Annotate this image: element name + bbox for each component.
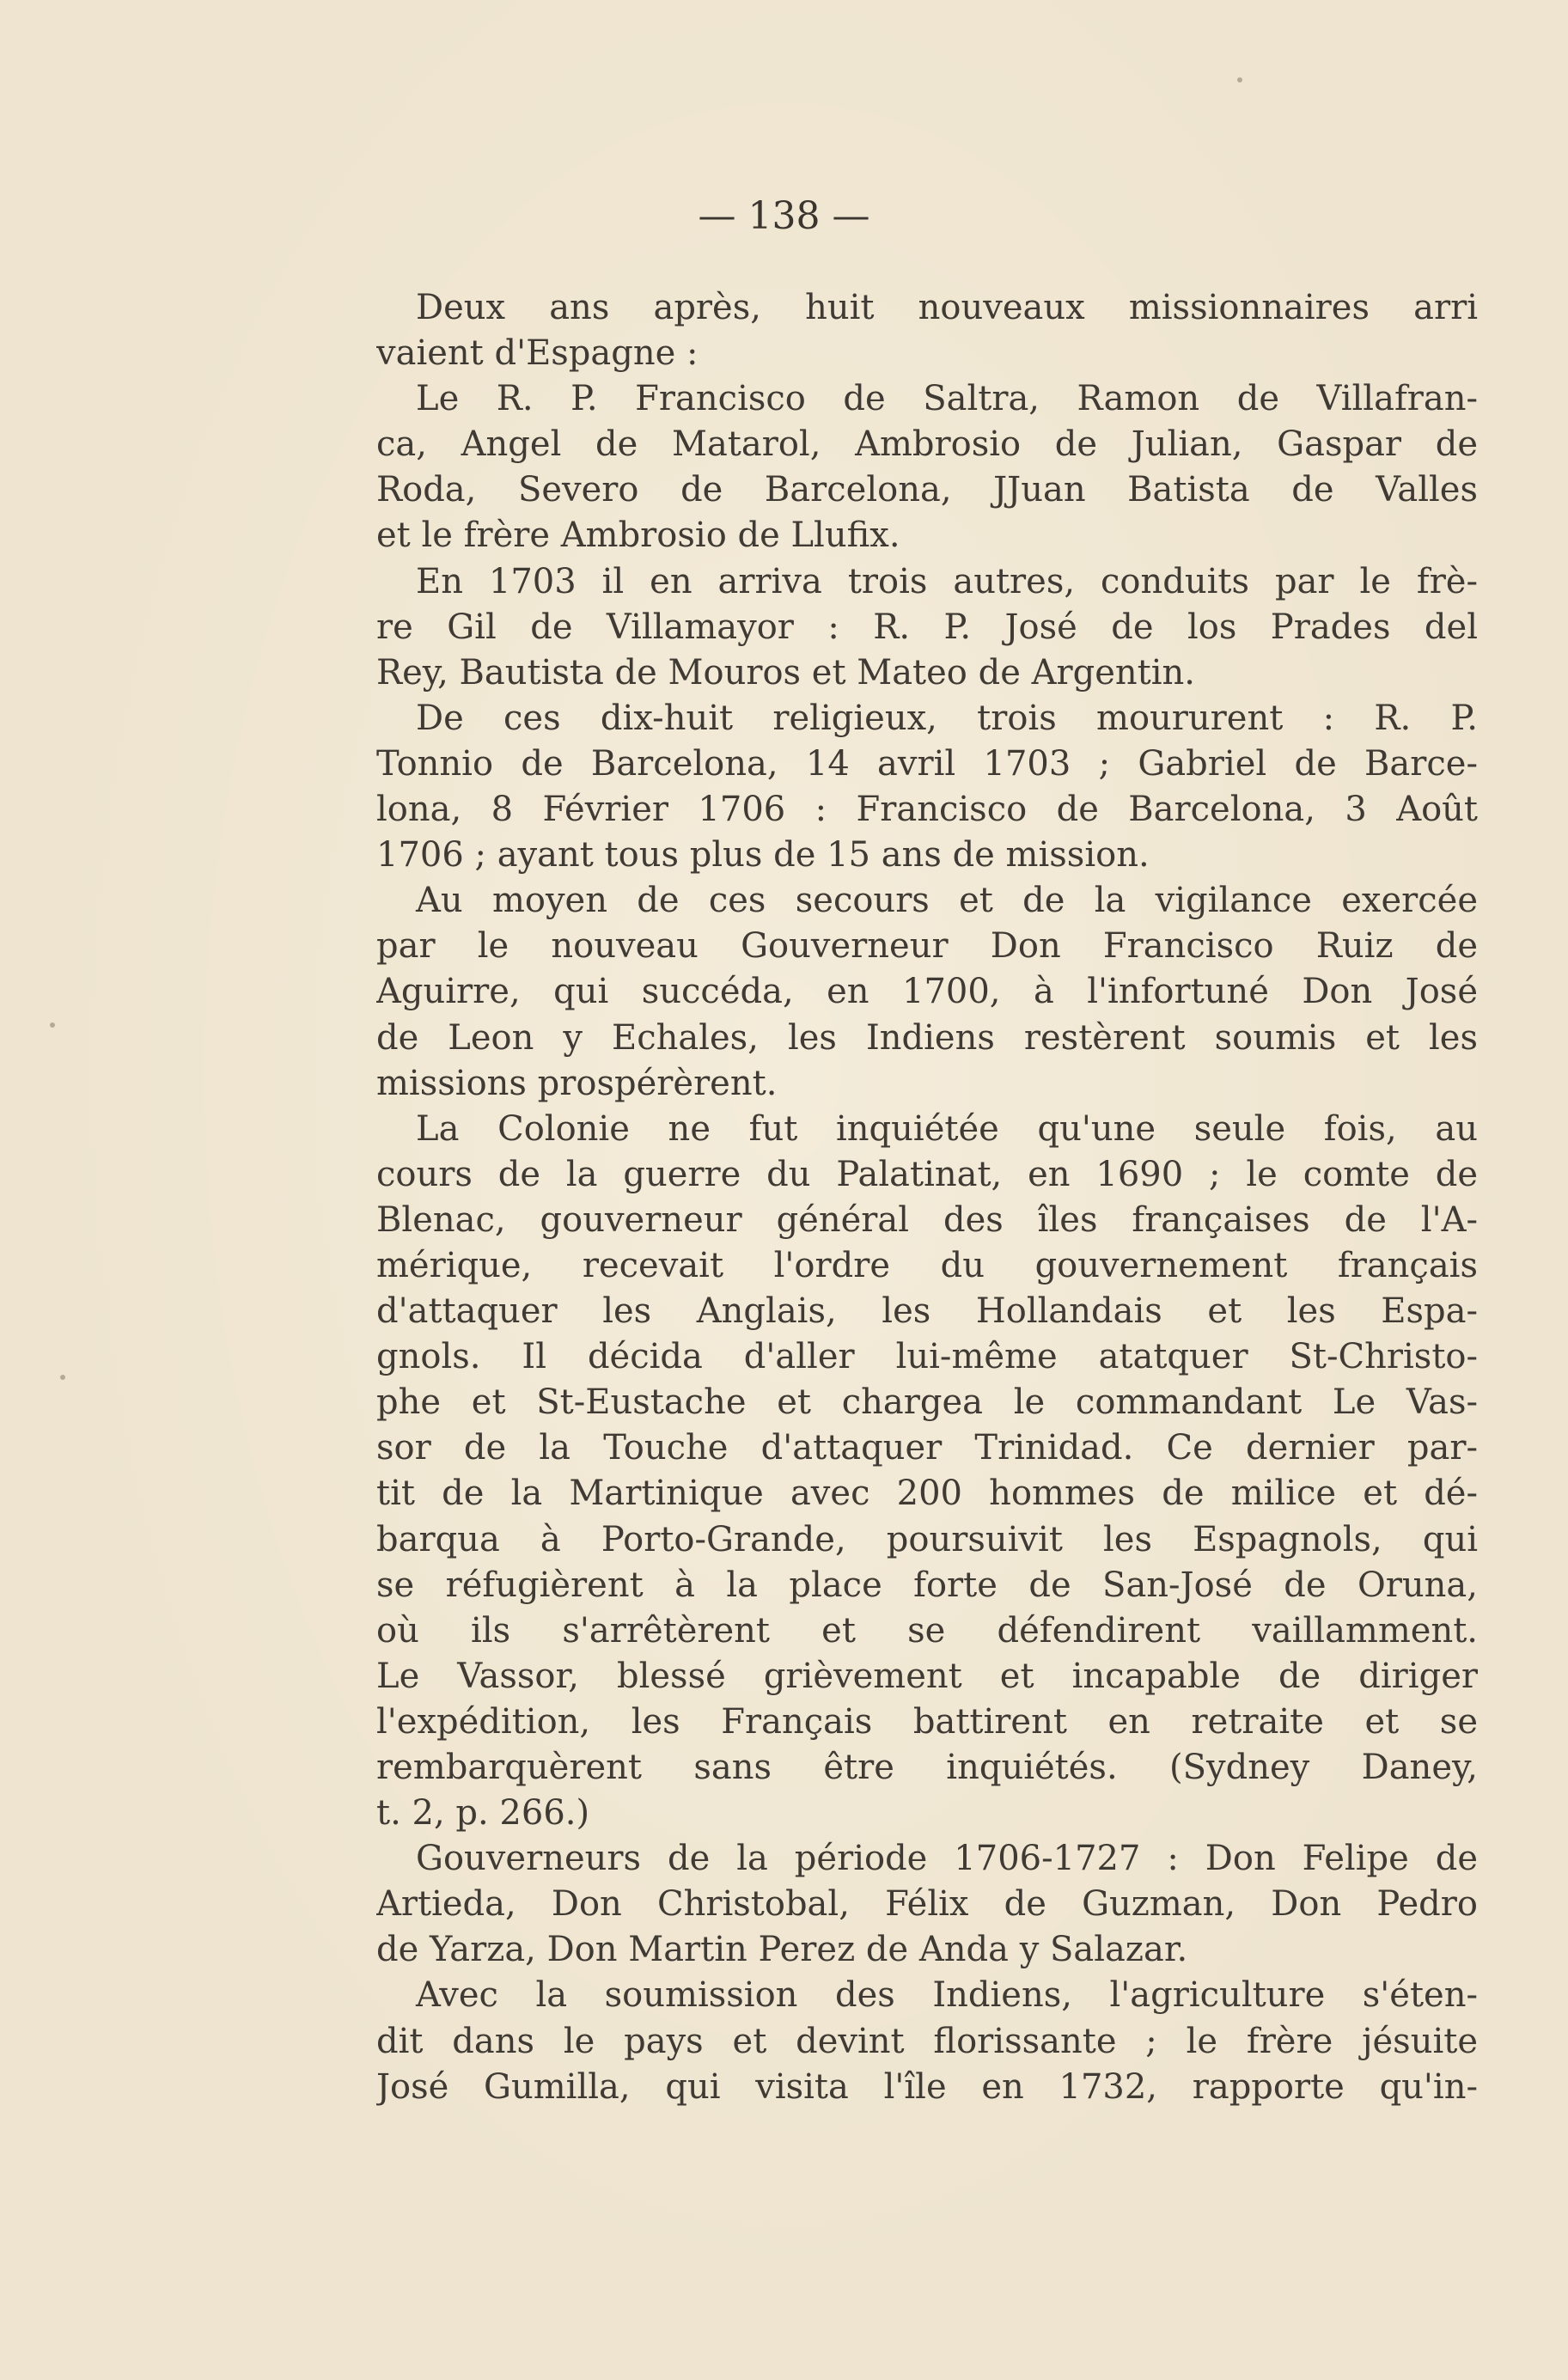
text-line: et le frère Ambrosio de Llufix. [376, 516, 900, 556]
text-line: gnols. Il décida d'aller lui-même atatquer St-Christo- [376, 1337, 1478, 1377]
text-line: La Colonie ne fut inquiétée qu'une seule fois, au [416, 1108, 1478, 1149]
text-line: de Yarza, Don Martin Perez de Anda y Salazar. [376, 1930, 1188, 1970]
text-line: re Gil de Villamayor : R. P. José de los Prades del [376, 607, 1478, 647]
text-line: d'attaquer les Anglais, les Hollandais et les Espa- [376, 1291, 1478, 1332]
text-line: l'expédition, les Français battirent en retraite et se [376, 1701, 1478, 1742]
text-line: phe et St-Eustache et chargea le commandant Le Vas- [376, 1382, 1478, 1423]
page-number: — 138 — [698, 194, 870, 238]
text-line: Le R. P. Francisco de Saltra, Ramon de Villafran- [416, 379, 1478, 419]
text-line: ca, Angel de Matarol, Ambrosio de Julian, Gaspar de [376, 424, 1478, 465]
text-line: cours de la guerre du Palatinat, en 1690 ; le comte de [376, 1154, 1478, 1194]
text-line: Rey, Bautista de Mouros et Mateo de Argentin. [376, 652, 1195, 693]
text-line: En 1703 il en arriva trois autres, conduits par le frè- [416, 561, 1478, 601]
text-line: Deux ans après, huit nouveaux missionnaires arri [416, 288, 1478, 327]
text-line: Tonnio de Barcelona, 14 avril 1703 ; Gabriel de Barce- [376, 743, 1478, 784]
text-line: Le Vassor, blessé grièvement et incapable de diriger [376, 1656, 1478, 1696]
text-line: t. 2, p. 266.) [376, 1793, 590, 1834]
text-line: dit dans le pays et devint florissante ; le frère jésuite [376, 2021, 1478, 2061]
text-line: barqua à Porto-Grande, poursuivit les Espagnols, qui [376, 1519, 1478, 1559]
text-line: sor de la Touche d'attaquer Trinidad. Ce dernier par- [376, 1428, 1478, 1468]
text-line: Avec la soumission des Indiens, l'agriculture s'éten- [416, 1975, 1478, 2016]
text-line: De ces dix-huit religieux, trois moururent : R. P. [416, 698, 1478, 738]
text-line: par le nouveau Gouverneur Don Francisco Ruiz de [376, 926, 1478, 967]
text-line: Roda, Severo de Barcelona, JJuan Batista de Valles [376, 470, 1478, 510]
text-line: missions prospérèrent. [376, 1063, 778, 1103]
paper-speck [50, 1022, 55, 1028]
text-line: mérique, recevait l'ordre du gouvernement français [376, 1245, 1478, 1285]
text-line: vaient d'Espagne : [376, 333, 699, 374]
text-line: Gouverneurs de la période 1706-1727 : Don Felipe de [416, 1839, 1478, 1879]
paper-speck [60, 1375, 65, 1380]
text-line: lona, 8 Février 1706 : Francisco de Barcelona, 3 Août [376, 790, 1478, 830]
text-line: rembarquèrent sans être inquiétés. (Sydney Daney, [376, 1748, 1478, 1787]
text-line: de Leon y Echales, les Indiens restèrent soumis et les [376, 1017, 1478, 1058]
text-line: 1706 ; ayant tous plus de 15 ans de mission. [376, 835, 1150, 876]
text-line: José Gumilla, qui visita l'île en 1732, rapporte qu'in- [376, 2066, 1478, 2107]
text-line: où ils s'arrêtèrent et se défendirent vaillamment. [376, 1610, 1478, 1651]
paper-speck [1237, 77, 1242, 82]
body-text [376, 285, 1478, 2110]
text-line: Aguirre, qui succéda, en 1700, à l'infortuné Don José [376, 972, 1478, 1012]
text-line: se réfugièrent à la place forte de San-José de Oruna, [376, 1565, 1478, 1605]
text-line: tit de la Martinique avec 200 hommes de milice et dé- [376, 1474, 1478, 1514]
text-line: Artieda, Don Christobal, Félix de Guzman, Don Pedro [376, 1884, 1478, 1925]
text-line: Blenac, gouverneur général des îles françaises de l'A- [376, 1199, 1478, 1240]
text-line: Au moyen de ces secours et de la vigilance exercée [416, 881, 1478, 921]
